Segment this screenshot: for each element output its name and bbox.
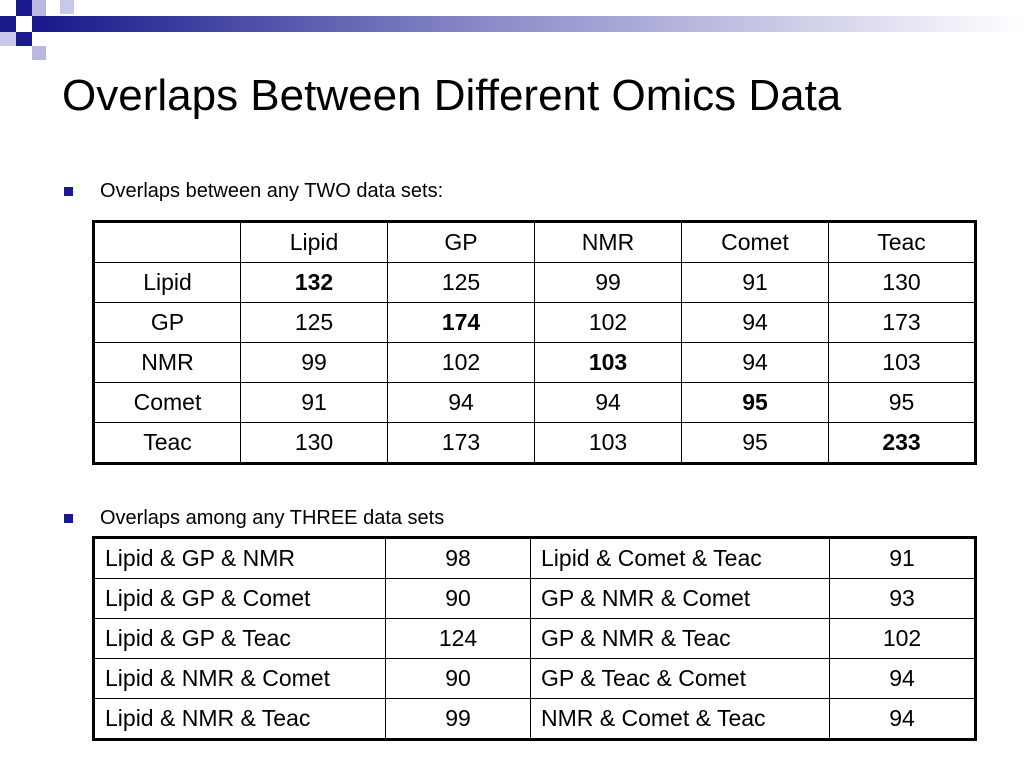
table-cell: 124 [386,619,531,659]
square-bullet-icon [64,187,73,196]
table-cell: 98 [386,538,531,579]
square-bullet-icon [64,514,73,523]
table-cell: 173 [388,423,535,464]
table-row [94,423,976,464]
combination-label: GP & NMR & Comet [531,579,830,619]
triple-overlap-table [92,536,977,741]
table-cell: 233 [829,423,976,464]
table-cell: 174 [388,303,535,343]
combination-label: Lipid & GP & NMR [94,538,386,579]
table-cell: 91 [682,263,829,303]
table-cell: 95 [682,423,829,464]
combination-label: Lipid & GP & Comet [94,579,386,619]
table-cell: 94 [682,343,829,383]
slide-title: Overlaps Between Different Omics Data [62,71,842,120]
table-cell: 103 [535,423,682,464]
combination-label: GP & Teac & Comet [531,659,830,699]
row-label: Comet [94,383,241,423]
header-cell: GP [388,222,535,263]
row-label: NMR [94,343,241,383]
table-cell: 95 [829,383,976,423]
row-label: Teac [94,423,241,464]
table-row [94,383,976,423]
table-cell: 125 [241,303,388,343]
table-cell: 94 [388,383,535,423]
table-cell: 132 [241,263,388,303]
combination-label: Lipid & NMR & Teac [94,699,386,740]
header-cell: NMR [535,222,682,263]
table-cell: 99 [241,343,388,383]
bullet-text: Overlaps between any TWO data sets: [100,180,444,202]
header-cell [94,222,241,263]
table-cell: 130 [241,423,388,464]
table-row [94,263,976,303]
table-cell: 90 [386,579,531,619]
header-cell: Teac [829,222,976,263]
table-cell: 99 [535,263,682,303]
table-row [94,699,976,740]
table-cell: 103 [535,343,682,383]
combination-label: GP & NMR & Teac [531,619,830,659]
table-cell: 173 [829,303,976,343]
table-cell: 91 [830,538,976,579]
header-decoration [0,0,1024,64]
table-cell: 94 [830,659,976,699]
table-header-row [94,222,976,263]
table-cell: 94 [682,303,829,343]
row-label: Lipid [94,263,241,303]
combination-label: Lipid & GP & Teac [94,619,386,659]
table-cell: 93 [830,579,976,619]
pairwise-overlap-table [92,220,977,465]
table-cell: 102 [535,303,682,343]
table-cell: 95 [682,383,829,423]
header-cell: Lipid [241,222,388,263]
combination-label: NMR & Comet & Teac [531,699,830,740]
table-row [94,659,976,699]
combination-label: Lipid & NMR & Comet [94,659,386,699]
table-cell: 125 [388,263,535,303]
table-cell: 102 [830,619,976,659]
table-cell: 90 [386,659,531,699]
table-row [94,343,976,383]
combination-label: Lipid & Comet & Teac [531,538,830,579]
row-label: GP [94,303,241,343]
table-cell: 130 [829,263,976,303]
table-cell: 94 [535,383,682,423]
table-row [94,303,976,343]
table-row [94,579,976,619]
table-cell: 99 [386,699,531,740]
table-cell: 94 [830,699,976,740]
table-cell: 91 [241,383,388,423]
table-row [94,538,976,579]
table-row [94,619,976,659]
bullet-text: Overlaps among any THREE data sets [100,507,445,529]
header-cell: Comet [682,222,829,263]
table-cell: 102 [388,343,535,383]
table-cell: 103 [829,343,976,383]
